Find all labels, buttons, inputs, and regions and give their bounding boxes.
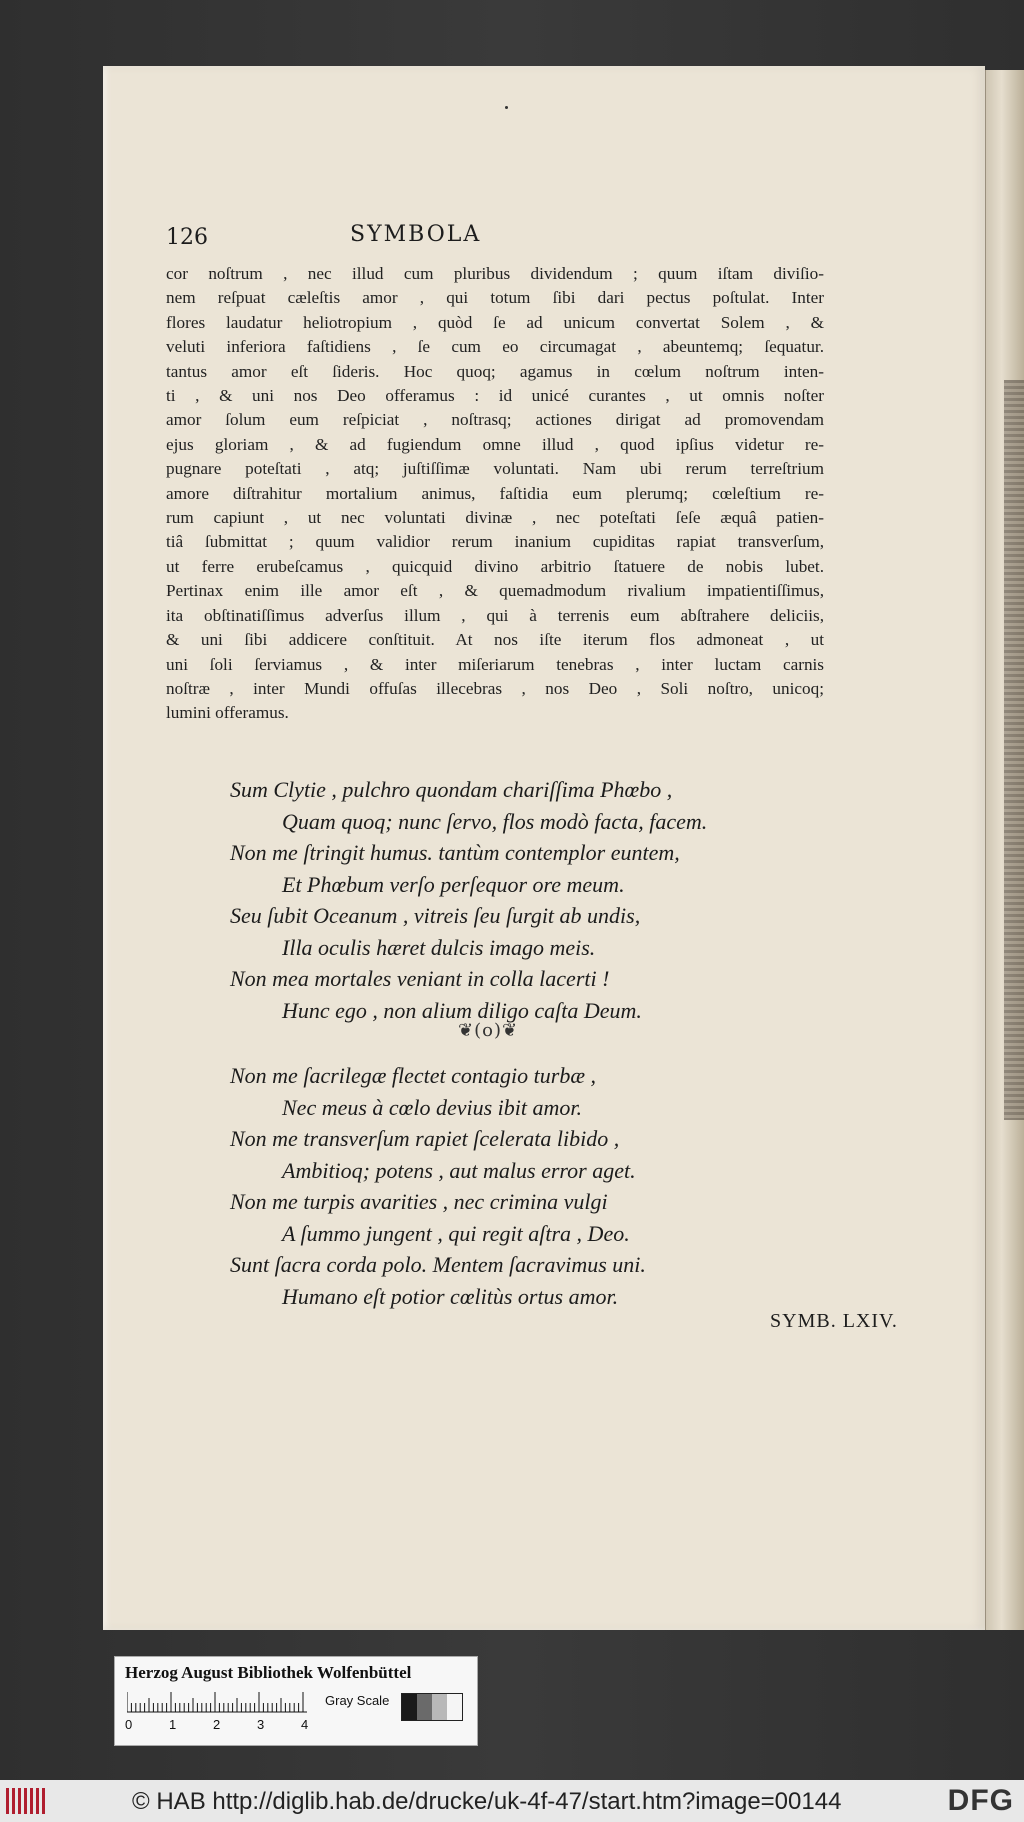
verse-line: Non me ſacrilegæ flectet contagio turbæ , (230, 1063, 597, 1088)
verse-line: Non mea mortales veniant in colla lacerti ! (230, 966, 610, 991)
running-head: SYMBOLA (350, 222, 482, 247)
gray-scale-label: Gray Scale (325, 1693, 390, 1708)
prose-line: amor ſolum eum reſpiciat , noſtrasq; actiones dirigat ad promovendam (166, 410, 824, 430)
verse-line: Non me transverſum rapiet ſcelerata libido , (230, 1126, 620, 1151)
verse-line: Hunc ego , non alium diligo caſta Deum. (282, 997, 642, 1023)
verse-line: Humano eſt potior cœlitùs ortus amor. (282, 1283, 619, 1309)
page-number: 126 (166, 225, 208, 250)
verse-line: Quam quoq; nunc ſervo, flos modò facta, facem. (282, 808, 708, 834)
book-gutter-shadow (1004, 380, 1024, 1120)
gray-swatch (417, 1694, 432, 1720)
ornament-divider: ❦(o)❦ (458, 1020, 519, 1041)
footer-bar (0, 1780, 1024, 1822)
prose-line: pugnare poteſtati , atq; juſtiſſimæ voluntati. Nam ubi rerum terreſtrium (166, 459, 824, 479)
ruler-number: 1 (169, 1717, 177, 1732)
prose-line: tiâ ſubmittat ; quum validior rerum inanium cupiditas rapiat transverſum, (166, 532, 824, 552)
color-calibration-card (114, 1656, 478, 1746)
verse-line: Ambitioq; potens , aut malus error aget. (282, 1157, 636, 1183)
poem-stanza-second (230, 1060, 646, 1312)
prose-line: & uni ſibi addicere conſtituit. At nos iſte iterum flos admoneat , ut (166, 630, 824, 650)
verse-line: Illa oculis hæret dulcis imago meis. (282, 934, 596, 960)
prose-line: tantus amor eſt ſideris. Hoc quoq; agamus in cœlum noſtrum inten- (166, 361, 824, 381)
ink-speck (505, 106, 508, 109)
gray-scale-swatches (401, 1693, 463, 1721)
prose-line: nem reſpuat cæleſtis amor , qui totum ſibi dari pectus poſtulat. Inter (166, 288, 824, 308)
hab-logo-icon (6, 1788, 46, 1814)
verse-line: A ſummo jungent , qui regit aſtra , Deo. (282, 1220, 630, 1246)
prose-line: ut ferre erubeſcamus , quicquid divino arbitrio ſtatuere de nobis lubet. (166, 556, 824, 576)
prose-line: rum capiunt , ut nec voluntati divinæ , nec poteſtati ſeſe æquâ patien- (166, 508, 824, 528)
prose-paragraph (166, 262, 824, 726)
verse-line: Sunt ſacra corda polo. Mentem ſacravimus uni. (230, 1252, 646, 1277)
prose-line: uni ſoli ſerviamus , & inter miſeriarum tenebras , inter luctam carnis (166, 654, 824, 674)
gray-swatch (447, 1694, 462, 1720)
prose-line: ejus gloriam , & ad fugiendum omne illud , quod ipſius videtur re- (166, 434, 824, 454)
prose-line: amore diſtrahitur mortalium animus, faſtidia eum plerumq; cœleſtium re- (166, 483, 824, 503)
prose-line: lumini offeramus. (166, 703, 289, 723)
prose-line: ita obſtinatiſſimus adverſus illum , qui à terrenis eum abſtrahere deliciis, (166, 605, 824, 625)
scale-ruler (127, 1691, 307, 1713)
card-title: Herzog August Bibliothek Wolfenbüttel (125, 1663, 412, 1682)
verse-line: Non me ſtringit humus. tantùm contemplor euntem, (230, 840, 680, 865)
prose-line: noſtræ , inter Mundi offuſas illecebras , nos Deo , Soli noſtro, unicoq; (166, 678, 824, 698)
prose-line: ti , & uni nos Deo offeramus : id unicé curantes , ut omnis noſter (166, 386, 824, 406)
gray-swatch (432, 1694, 447, 1720)
verse-line: Et Phœbum verſo perſequor ore meum. (282, 871, 625, 897)
ruler-number: 2 (213, 1717, 221, 1732)
prose-line: cor noſtrum , nec illud cum pluribus dividendum ; quum iſtam diviſio- (166, 264, 824, 283)
ruler-number: 3 (257, 1717, 265, 1732)
prose-line: Pertinax enim ille amor eſt , & quemadmodum rivalium impatientiſſimus, (166, 581, 824, 601)
prose-line: flores laudatur heliotropium , quòd ſe ad unicum convertat Solem , & (166, 312, 824, 332)
gray-swatch (402, 1694, 417, 1720)
catchword: SYMB. LXIV. (770, 1310, 898, 1332)
verse-line: Seu ſubit Oceanum , vitreis ſeu ſurgit ab undis, (230, 903, 641, 928)
ruler-number: 0 (125, 1717, 133, 1732)
poem-stanza-first (230, 774, 707, 1026)
prose-line: veluti inferiora faſtidiens , ſe cum eo circumagat , abeuntemq; ſequatur. (166, 337, 824, 357)
ruler-number: 4 (301, 1717, 309, 1732)
verse-line: Nec meus à cœlo devius ibit amor. (282, 1094, 583, 1120)
verse-line: Sum Clytie , pulchro quondam chariſſima Phœbo , (230, 777, 673, 802)
dfg-logo: DFG (947, 1784, 1014, 1817)
footer-url[interactable]: © HAB http://diglib.hab.de/drucke/uk-4f-47/start.htm?image=00144 (132, 1788, 842, 1815)
verse-line: Non me turpis avarities , nec crimina vulgi (230, 1189, 608, 1214)
